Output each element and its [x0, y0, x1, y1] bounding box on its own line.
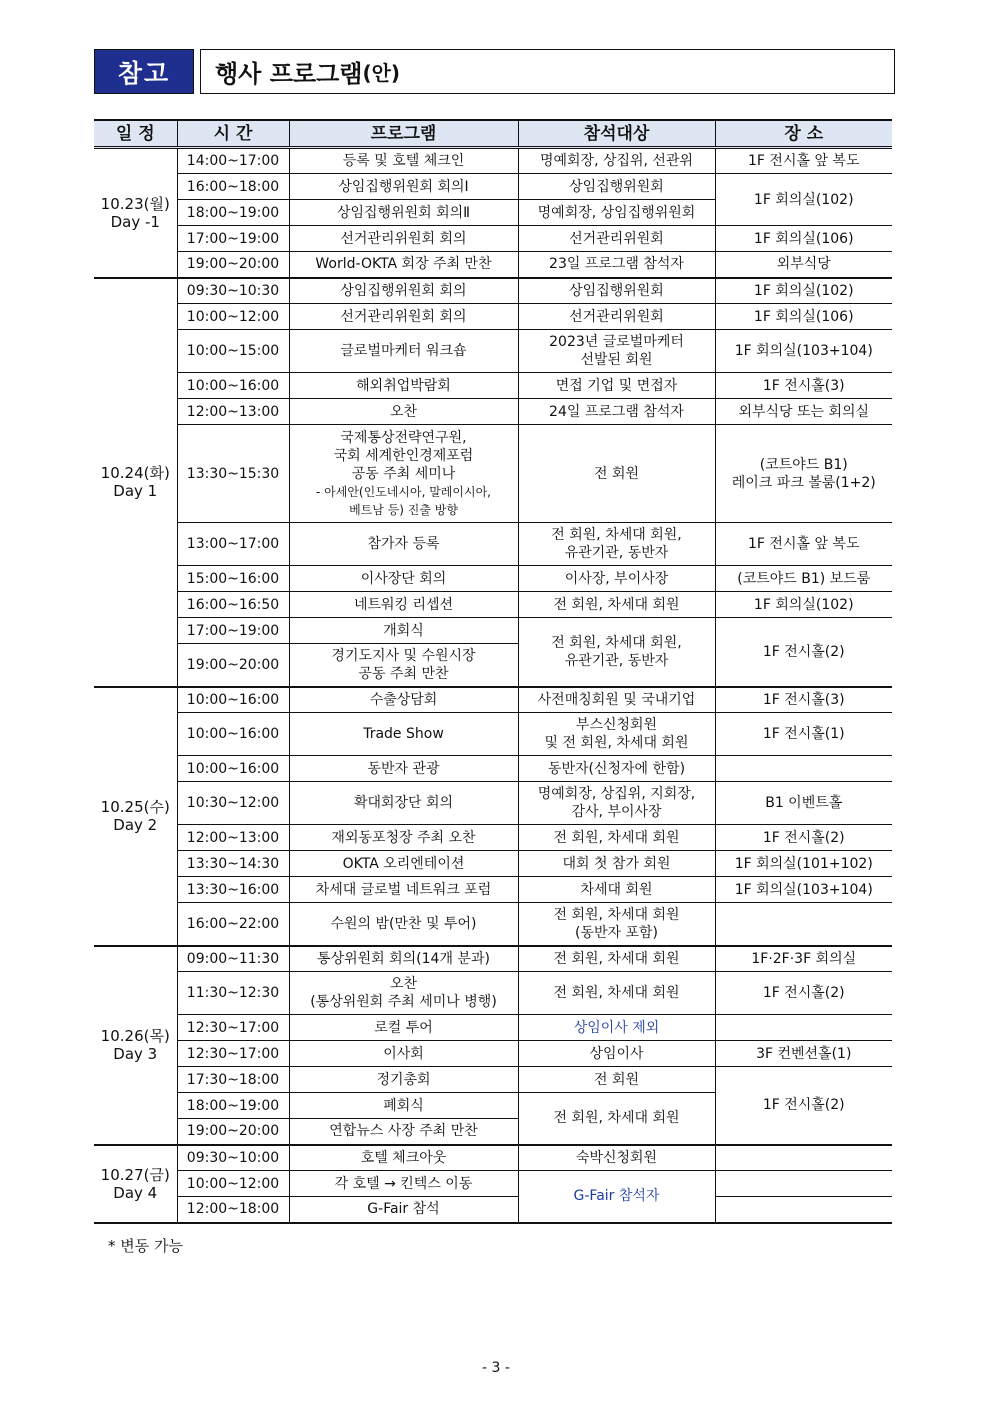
table-row: [94, 687, 892, 713]
target-line: 감사, 부이사장: [571, 804, 662, 820]
target-cell: 전 회원, 차세대 회원: [518, 1093, 715, 1145]
target-cell: [518, 903, 715, 946]
target-cell: 상임집행위원회: [518, 174, 715, 200]
table-row: [94, 972, 892, 1015]
program-line: 오찬: [389, 976, 418, 992]
time-cell: 13:30~15:30: [177, 425, 289, 523]
time-cell: 16:00~22:00: [177, 903, 289, 946]
target-cell: [518, 782, 715, 825]
program-subline: 베트남 등) 진출 방향: [349, 502, 458, 517]
place-cell: 1F 전시홀(2): [715, 1067, 892, 1145]
program-cell: 수원의 밤(만찬 및 투어): [289, 903, 518, 946]
table-row: [94, 1067, 892, 1093]
time-cell: 19:00~20:00: [177, 644, 289, 687]
program-line: 국제통상전략연구원,: [340, 429, 467, 446]
program-cell: World-OKTA 회장 주최 만찬: [289, 252, 518, 278]
target-cell: [518, 330, 715, 373]
time-cell: 17:00~19:00: [177, 226, 289, 252]
col-header-date: 일 정: [94, 120, 177, 148]
col-header-target: 참석대상: [518, 120, 715, 148]
target-line: 2023년 글로벌마케터: [549, 334, 684, 350]
place-cell: (코트야드 B1) 보드룸: [715, 566, 892, 592]
place-cell: 1F 전시홀(2): [715, 618, 892, 687]
time-cell: 10:00~12:00: [177, 1171, 289, 1197]
program-cell: 해외취업박람회: [289, 373, 518, 399]
table-row: [94, 1015, 892, 1041]
table-row: [94, 877, 892, 903]
place-cell: 1F 전시홀(3): [715, 373, 892, 399]
place-cell: [715, 1015, 892, 1041]
place-cell: 1F 회의실(106): [715, 226, 892, 252]
program-cell: 동반자 관광: [289, 756, 518, 782]
col-header-place: 장 소: [715, 120, 892, 148]
day-date: 10.26(목): [100, 1027, 170, 1045]
target-cell: 전 회원, 차세대 회원: [518, 972, 715, 1015]
program-cell: G-Fair 참석: [289, 1197, 518, 1223]
program-line: 국회 세계한인경제포럼: [333, 447, 474, 464]
target-line: 및 전 회원, 차세대 회원: [544, 735, 689, 751]
program-cell: 로컬 투어: [289, 1015, 518, 1041]
time-cell: 10:00~16:00: [177, 713, 289, 756]
target-cell: 24일 프로그램 참석자: [518, 399, 715, 425]
table-row: [94, 523, 892, 566]
reference-badge: 참고: [94, 49, 194, 94]
program-cell: 글로벌마케터 워크숍: [289, 330, 518, 373]
col-header-program: 프로그램: [289, 120, 518, 148]
table-row: [94, 373, 892, 399]
day-cell: [94, 148, 177, 278]
table-row: [94, 148, 892, 174]
place-cell: [715, 1145, 892, 1171]
target-cell: 대회 첫 참가 회원: [518, 851, 715, 877]
target-cell: [518, 713, 715, 756]
table-row: [94, 304, 892, 330]
page-title: 행사 프로그램: [215, 60, 363, 88]
place-cell: 1F 회의실(102): [715, 174, 892, 226]
time-cell: 10:00~12:00: [177, 304, 289, 330]
time-cell: 18:00~19:00: [177, 200, 289, 226]
place-line: (코트야드 B1): [759, 456, 848, 473]
program-cell: 상임집행위원회 회의Ⅰ: [289, 174, 518, 200]
target-cell: G-Fair 참석자: [518, 1171, 715, 1223]
program-cell: 오찬: [289, 399, 518, 425]
program-cell: 네트워킹 리셉션: [289, 592, 518, 618]
program-cell: 참가자 등록: [289, 523, 518, 566]
day-cell: [94, 946, 177, 1145]
target-cell: 전 회원, 차세대 회원: [518, 946, 715, 972]
time-cell: 12:00~13:00: [177, 399, 289, 425]
time-cell: 10:00~15:00: [177, 330, 289, 373]
target-cell: 전 회원: [518, 425, 715, 523]
target-line: 전 회원, 차세대 회원,: [551, 527, 682, 543]
place-cell: 1F 전시홀(2): [715, 825, 892, 851]
target-cell: 차세대 회원: [518, 877, 715, 903]
place-cell: 1F 전시홀(3): [715, 687, 892, 713]
target-line: 선발된 회원: [580, 352, 653, 368]
time-cell: 09:30~10:00: [177, 1145, 289, 1171]
table-row: [94, 1197, 892, 1223]
table-row: [94, 278, 892, 304]
time-cell: 19:00~20:00: [177, 252, 289, 278]
program-cell: 재외동포청장 주최 오찬: [289, 825, 518, 851]
table-row: [94, 756, 892, 782]
time-cell: 10:00~16:00: [177, 373, 289, 399]
program-cell: Trade Show: [289, 713, 518, 756]
day-date: 10.23(월): [100, 194, 170, 213]
program-cell: [289, 644, 518, 687]
place-cell: 1F 회의실(101+102): [715, 851, 892, 877]
program-cell: 수출상담회: [289, 687, 518, 713]
table-row: [94, 618, 892, 644]
place-cell: 외부식당: [715, 252, 892, 278]
time-cell: 19:00~20:00: [177, 1119, 289, 1145]
program-cell: 호텔 체크아웃: [289, 1145, 518, 1171]
place-cell: 1F 회의실(106): [715, 304, 892, 330]
place-cell: 1F 전시홀(1): [715, 713, 892, 756]
place-cell: [715, 1171, 892, 1197]
schedule-table: [94, 119, 892, 1224]
time-cell: 15:00~16:00: [177, 566, 289, 592]
time-cell: 12:30~17:00: [177, 1015, 289, 1041]
program-line: 경기도지사 및 수원시장: [331, 647, 476, 664]
place-cell: 1F 회의실(102): [715, 592, 892, 618]
target-line: 유관기관, 동반자: [564, 652, 669, 669]
target-cell: 전 회원: [518, 1067, 715, 1093]
program-cell: [289, 972, 518, 1015]
target-cell: 선거관리위원회: [518, 304, 715, 330]
time-cell: 18:00~19:00: [177, 1093, 289, 1119]
place-cell: 1F·2F·3F 회의실: [715, 946, 892, 972]
place-cell: 1F 회의실(102): [715, 278, 892, 304]
table-row: [94, 425, 892, 523]
time-cell: 16:00~16:50: [177, 592, 289, 618]
time-cell: 09:30~10:30: [177, 278, 289, 304]
page-header: [94, 49, 895, 94]
table-row: [94, 252, 892, 278]
day-cell: [94, 278, 177, 687]
place-cell: B1 이벤트홀: [715, 782, 892, 825]
day-date: 10.27(금): [100, 1165, 170, 1184]
table-row: [94, 946, 892, 972]
table-row: [94, 1145, 892, 1171]
target-cell: 숙박신청회원: [518, 1145, 715, 1171]
program-cell: 이사장단 회의: [289, 566, 518, 592]
target-cell: 23일 프로그램 참석자: [518, 252, 715, 278]
table-row: [94, 1041, 892, 1067]
target-line: 유관기관, 동반자: [564, 545, 669, 561]
target-line: (동반자 포함): [575, 924, 658, 941]
time-cell: 17:30~18:00: [177, 1067, 289, 1093]
time-cell: 09:00~11:30: [177, 946, 289, 972]
target-cell: 면접 기업 및 면접자: [518, 373, 715, 399]
page-number: - 3 -: [482, 1360, 510, 1376]
title-box: [200, 49, 895, 94]
table-row: [94, 399, 892, 425]
program-cell: [289, 425, 518, 523]
program-cell: 선거관리위원회 회의: [289, 226, 518, 252]
table-row: [94, 174, 892, 200]
page-title-suffix: (안): [362, 61, 401, 85]
time-cell: 13:30~14:30: [177, 851, 289, 877]
target-cell: 명예회장, 상임집행위원회: [518, 200, 715, 226]
program-cell: 폐회식: [289, 1093, 518, 1119]
time-cell: 11:30~12:30: [177, 972, 289, 1015]
place-cell: 1F 전시홀 앞 복도: [715, 148, 892, 174]
time-cell: 12:00~13:00: [177, 825, 289, 851]
table-row: [94, 330, 892, 373]
table-row: [94, 851, 892, 877]
target-cell: 선거관리위원회: [518, 226, 715, 252]
table-row: [94, 903, 892, 946]
place-cell: 외부식당 또는 회의실: [715, 399, 892, 425]
table-row: [94, 1171, 892, 1197]
time-cell: 14:00~17:00: [177, 148, 289, 174]
time-cell: 10:00~16:00: [177, 687, 289, 713]
day-label: Day -1: [110, 212, 160, 231]
table-row: [94, 713, 892, 756]
table-header-row: [94, 120, 892, 148]
day-label: Day 2: [113, 816, 158, 834]
target-cell: 상임이사 제외: [518, 1015, 715, 1041]
program-cell: 연합뉴스 사장 주최 만찬: [289, 1119, 518, 1145]
target-line: 부스신청회원: [575, 717, 658, 733]
time-cell: 12:00~18:00: [177, 1197, 289, 1223]
time-cell: 13:00~17:00: [177, 523, 289, 566]
table-row: [94, 782, 892, 825]
program-line: 공동 주최 만찬: [358, 665, 449, 682]
program-cell: 상임집행위원회 회의: [289, 278, 518, 304]
place-cell: [715, 756, 892, 782]
target-line: 명예회장, 상집위, 지회장,: [537, 786, 696, 802]
target-cell: [518, 618, 715, 687]
place-cell: 1F 회의실(103+104): [715, 877, 892, 903]
program-line: 공동 주최 세미나: [351, 465, 456, 482]
program-cell: 정기총회: [289, 1067, 518, 1093]
place-cell: 1F 전시홀 앞 복도: [715, 523, 892, 566]
col-header-time: 시 간: [177, 120, 289, 148]
time-cell: 16:00~18:00: [177, 174, 289, 200]
program-cell: OKTA 오리엔테이션: [289, 851, 518, 877]
target-cell: 상임이사: [518, 1041, 715, 1067]
day-date: 10.24(화): [100, 464, 170, 482]
place-cell: [715, 425, 892, 523]
time-cell: 17:00~19:00: [177, 618, 289, 644]
time-cell: 10:00~16:00: [177, 756, 289, 782]
program-subline: - 아세안(인도네시아, 말레이시아,: [316, 484, 491, 499]
place-cell: [715, 1197, 892, 1223]
program-line: (통상위원회 주최 세미나 병행): [310, 994, 497, 1010]
time-cell: 13:30~16:00: [177, 877, 289, 903]
day-label: Day 3: [113, 1045, 158, 1063]
target-line: 전 회원, 차세대 회원: [553, 906, 680, 923]
program-cell: 등록 및 호텔 체크인: [289, 148, 518, 174]
target-cell: 상임집행위원회: [518, 278, 715, 304]
program-cell: 확대회장단 회의: [289, 782, 518, 825]
target-cell: 동반자(신청자에 한함): [518, 756, 715, 782]
day-cell: [94, 687, 177, 946]
time-cell: 12:30~17:00: [177, 1041, 289, 1067]
table-row: [94, 592, 892, 618]
place-line: 레이크 파크 볼룸(1+2): [731, 474, 876, 491]
day-cell: [94, 1145, 177, 1223]
place-cell: [715, 903, 892, 946]
time-cell: 10:30~12:00: [177, 782, 289, 825]
target-cell: 전 회원, 차세대 회원: [518, 825, 715, 851]
target-line: 전 회원, 차세대 회원,: [551, 634, 682, 651]
day-label: Day 4: [113, 1183, 158, 1202]
place-cell: 1F 회의실(103+104): [715, 330, 892, 373]
program-cell: 선거관리위원회 회의: [289, 304, 518, 330]
day-date: 10.25(수): [100, 798, 170, 816]
target-cell: 사전매칭회원 및 국내기업: [518, 687, 715, 713]
program-cell: 통상위원회 회의(14개 분과): [289, 946, 518, 972]
table-row: [94, 226, 892, 252]
program-cell: 각 호텔 → 킨텍스 이동: [289, 1171, 518, 1197]
program-cell: 개회식: [289, 618, 518, 644]
day-label: Day 1: [113, 482, 158, 500]
target-cell: 명예회장, 상집위, 선관위: [518, 148, 715, 174]
table-row: [94, 825, 892, 851]
table-row: [94, 566, 892, 592]
target-cell: 이사장, 부이사장: [518, 566, 715, 592]
program-cell: 차세대 글로벌 네트워크 포럼: [289, 877, 518, 903]
target-cell: [518, 523, 715, 566]
place-cell: 1F 전시홀(2): [715, 972, 892, 1015]
program-cell: 이사회: [289, 1041, 518, 1067]
footnote: * 변동 가능: [108, 1237, 183, 1255]
target-cell: 전 회원, 차세대 회원: [518, 592, 715, 618]
place-cell: 3F 컨벤션홀(1): [715, 1041, 892, 1067]
program-cell: 상임집행위원회 회의Ⅱ: [289, 200, 518, 226]
